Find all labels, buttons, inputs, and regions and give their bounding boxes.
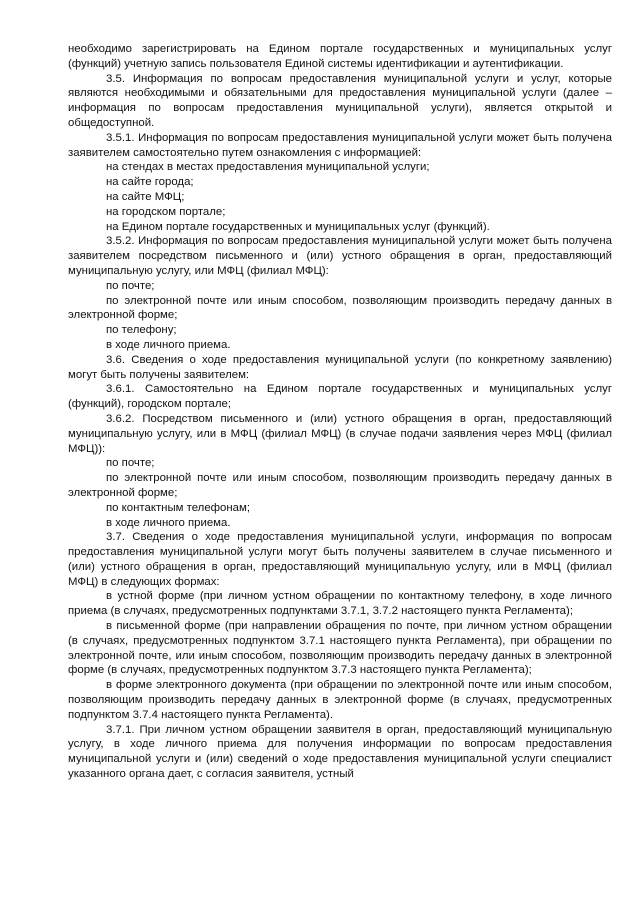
list-item: по электронной почте или иным способом, позволяющим производить передачу данных в электронной форме; bbox=[68, 472, 612, 499]
document-page bbox=[68, 42, 612, 782]
list-item: в ходе личного приема. bbox=[106, 338, 231, 351]
paragraph-3-6: 3.6. Сведения о ходе предоставления муниципальной услуги (по конкретному заявлению) могут быть получены заявителем: bbox=[68, 353, 612, 381]
list-item: на сайте города; bbox=[106, 176, 194, 189]
form-item-written: в письменной форме (при направлении обращения по почте, при личном устном обращении (в случаях, предусмотренных подпунктом 3.7.1 настоящего пункта Регламента), при обращении по электронной почте, или иным способом, позволяющим производить передачу данных в электронной форме (в случаях, предусмотренных подпунктом 3.7.3 настоящего пункта Регламента); bbox=[68, 620, 612, 677]
paragraph-3-7-1: 3.7.1. При личном устном обращении заявителя в орган, предоставляющий муниципальную услугу, в ходе личного приема для получения информации по вопросам предоставления муниципальной услуги и (или) сведений о ходе предоставления муниципальной услуги специалист указанного органа дает, с согласия заявителя, устный bbox=[68, 723, 612, 781]
list-item: по контактным телефонам; bbox=[106, 501, 250, 514]
list-item: на Едином портале государственных и муниципальных услуг (функций). bbox=[106, 220, 490, 233]
list-item: на городском портале; bbox=[106, 205, 226, 218]
list-item: на сайте МФЦ; bbox=[106, 190, 185, 203]
form-item-electronic: в форме электронного документа (при обращении по электронной почте или иным способом, позволяющим производить передачу данных в электронной форме (в случаях, предусмотренных подпунктом 3.7.4 настоящего пункта Регламента). bbox=[68, 679, 612, 721]
form-item-oral: в устной форме (при личном устном обращении по контактному телефону, в ходе личного приема (в случаях, предусмотренных подпунктами 3.7.1, 3.7.2 настоящего пункта Регламента); bbox=[68, 590, 612, 618]
list-item: по почте; bbox=[106, 279, 155, 292]
paragraph-3-5-1: 3.5.1. Информация по вопросам предоставления муниципальной услуги может быть получена заявителем самостоятельно путем ознакомления с информацией: bbox=[68, 131, 612, 159]
list-item: по почте; bbox=[106, 457, 155, 470]
list-item: в ходе личного приема. bbox=[106, 516, 231, 529]
list-item: по электронной почте или иным способом, позволяющим производить передачу данных в электронной форме; bbox=[68, 294, 612, 322]
list-item: по телефону; bbox=[106, 324, 177, 337]
paragraph-continuation: необходимо зарегистрировать на Едином портале государственных и муниципальных услуг (функций) учетную запись пользователя Единой системы идентификации и аутентификации. bbox=[68, 43, 612, 70]
paragraph-3-7: 3.7. Сведения о ходе предоставления муниципальной услуги, информация по вопросам предоставления муниципальной услуги могут быть получены заявителем в случае письменного и (или) устного обращения в орган, предоставляющий муниципальную услугу, или в МФЦ (филиал МФЦ) в следующих формах: bbox=[68, 531, 612, 588]
paragraph-3-6-1: 3.6.1. Самостоятельно на Едином портале государственных и муниципальных услуг (функций), городском портале; bbox=[68, 383, 612, 411]
paragraph-3-5-2: 3.5.2. Информация по вопросам предоставления муниципальной услуги может быть получена заявителем посредством письменного и (или) устного обращения в орган, предоставляющий муниципальную услугу, или МФЦ (филиал МФЦ): bbox=[68, 235, 612, 277]
paragraph-3-6-2: 3.6.2. Посредством письменного и (или) устного обращения в орган, предоставляющий муниципальную услугу, или в МФЦ (филиал МФЦ) (в случае подачи заявления через МФЦ (филиал МФЦ)): bbox=[68, 412, 612, 455]
list-item: на стендах в местах предоставления муниципальной услуги; bbox=[106, 161, 430, 174]
paragraph-3-5: 3.5. Информация по вопросам предоставления муниципальной услуги и услуг, которые являются необходимыми и обязательными для предоставления муниципальной услуги (далее – информация по вопросам предоставления муниципальной услуги), является открытой и общедоступной. bbox=[68, 72, 612, 129]
